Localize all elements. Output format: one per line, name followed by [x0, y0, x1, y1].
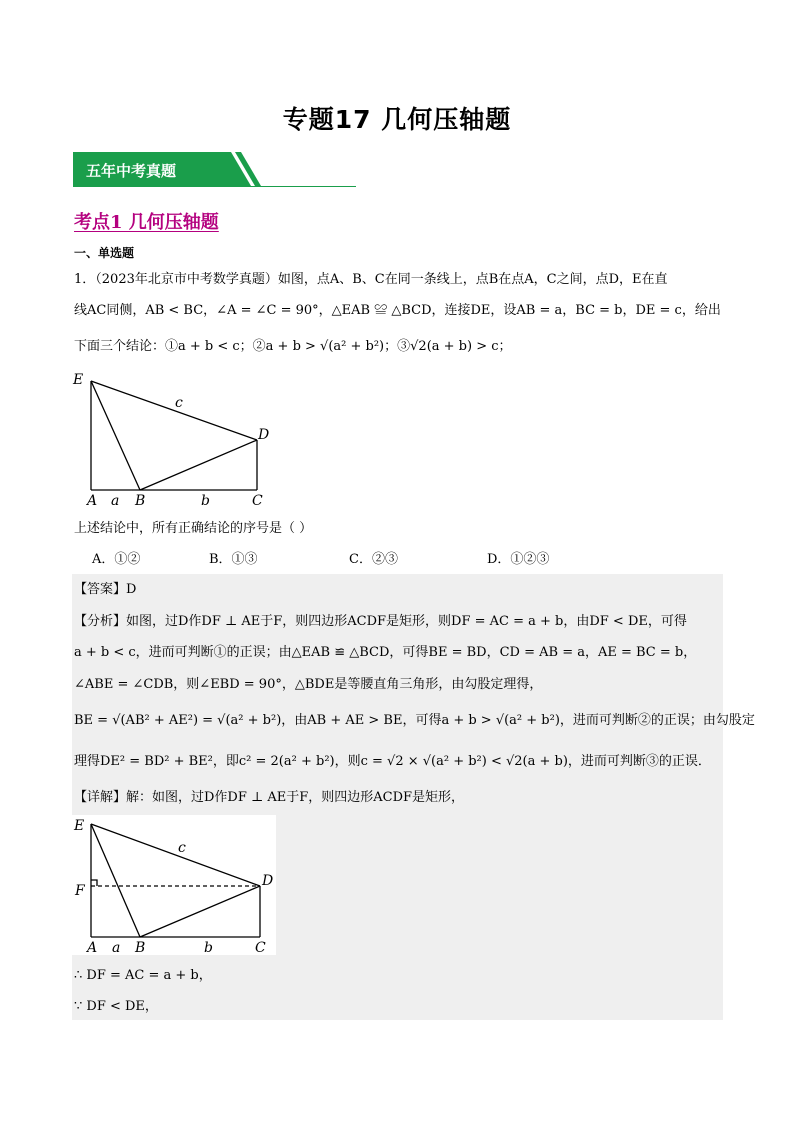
label-C: C [252, 493, 263, 509]
topic-heading: 考点1 几何压轴题 [74, 212, 219, 233]
section-banner [73, 152, 356, 187]
analysis-line-1: 【分析】如图，过D作DF ⊥ AE于F，则四边形ACDF是矩形，则DF = AC = a + b，由DF < DE，可得 [74, 614, 687, 629]
label-D: D [258, 427, 270, 443]
option-b[interactable]: B．①③ [209, 552, 258, 567]
label-B: B [135, 493, 146, 509]
option-c[interactable]: C．②③ [349, 552, 398, 567]
question-line-1: 1．（2023年北京市中考数学真题）如图，点A、B、C在同一条线上，点B在点A，C之间，点D，E在直 [74, 272, 668, 287]
question-line-3: 下面三个结论：①a + b < c；②a + b > √(a² + b²)；③√2(a + b) > c； [74, 339, 512, 354]
geometry-figure-1 [68, 368, 288, 513]
answer-line: 【答案】D [74, 582, 137, 597]
question-prompt: 上述结论中，所有正确结论的序号是（ ） [74, 521, 313, 536]
label2-B: B [135, 940, 146, 955]
label2-F: F [75, 883, 85, 899]
step-line-1: ∴ DF = AC = a + b， [74, 968, 212, 983]
geometry-figure-2 [72, 815, 276, 955]
analysis-line-3: ∠ABE = ∠CDB，则∠EBD = 90°，△BDE是等腰直角三角形，由勾股定理得， [74, 677, 543, 692]
label-a: a [111, 493, 120, 509]
detail-line: 【详解】解：如图，过D作DF ⊥ AE于F，则四边形ACDF是矩形， [74, 790, 465, 805]
analysis-line-4: BE = √(AB² + AE²) = √(a² + b²)，由AB + AE > BE，可得a + b > √(a² + b²)，进而可判断②的正误；由勾股定 [74, 713, 755, 728]
step-line-2: ∵ DF < DE， [74, 999, 158, 1014]
label2-C: C [255, 940, 266, 955]
analysis-line-5: 理得DE² = BD² + BE²，即c² = 2(a² + b²)，则c = √2 × √(a² + b²) < √2(a + b)，进而可判断③的正误． [74, 754, 711, 769]
label2-b: b [204, 940, 213, 955]
question-line-2: 线AC同侧，AB < BC，∠A = ∠C = 90°，△EAB ≌ △BCD，连接DE，设AB = a，BC = b，DE = c，给出 [74, 303, 721, 318]
label2-c: c [178, 840, 186, 856]
label-c: c [175, 395, 183, 411]
label2-D: D [262, 873, 274, 889]
banner-label: 五年中考真题 [86, 162, 177, 180]
label2-E: E [74, 818, 85, 834]
analysis-line-2: a + b < c，进而可判断①的正误；由△EAB ≌ △BCD，可得BE = BD，CD = AB = a，AE = BC = b， [74, 645, 697, 660]
page-title: 专题17 几何压轴题 [282, 105, 512, 134]
label-A: A [87, 493, 98, 509]
option-a[interactable]: A．①② [92, 552, 141, 567]
label-E: E [73, 372, 84, 388]
label-b: b [201, 493, 210, 509]
option-d[interactable]: D．①②③ [487, 552, 550, 567]
label2-A: A [87, 940, 98, 955]
section-heading: 一、单选题 [74, 246, 135, 260]
label2-a: a [112, 940, 121, 955]
